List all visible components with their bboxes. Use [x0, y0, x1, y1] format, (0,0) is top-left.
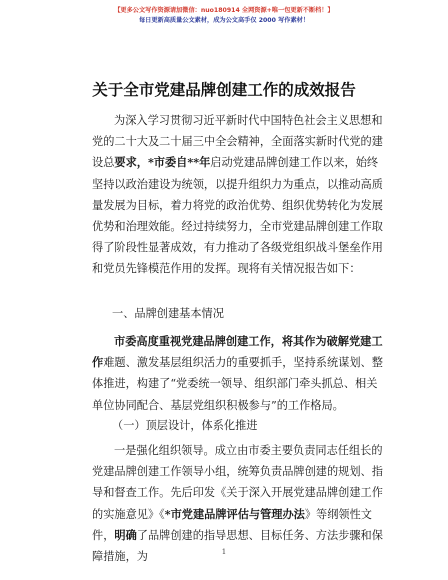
intro-rest-text: 启动党建品牌创建工作以来，始终坚持以政治建设为统领，以提升组织力为重点，以推动高质量发展为目标，着力将党的政治优势、组织优势转化为发展优势和治理效能。经过持续努力，全市党建品牌创建工作取得了阶段性显著成效，有力推动了各级党组织战斗堡垒作用和党员先锋模范作用的发挥。现将有关情况报告如下：	[92, 156, 383, 276]
overview-rest-text: 难题、激发基层组织活力的重要抓手，坚持系统谋划、整体推进，构建了“党委统一领导、组织部门牵头抓总、相关单位协同配合、基层党组织积极参与”的工作格局。	[92, 356, 383, 412]
intro-lead-text: 为深入学习贯彻习近平新时代中国特色社会主义思想和党的二十大及二十届三中全会精神，全面落实新时代党的建设总	[92, 114, 383, 170]
document-title: 关于全市党建品牌创建工作的成效报告	[92, 81, 356, 99]
overview-bold-text: 市委高度重视党建品牌创建工作，将其作为破解党建工作	[92, 334, 383, 370]
leadership-lead-text: 一是强化组织领导。成立由市委主要负责同志任组长的党建品牌创建工作领导小组，统筹负责品牌创建的规划、指导和督查工作。先后印发《关于深入开展党建品牌创建工作的实施意见》《	[92, 444, 383, 521]
leadership-bold-text: *市党建品牌评估与管理办法	[164, 506, 305, 521]
overview-paragraph	[92, 331, 388, 416]
section-heading-1: 一、品牌创建基本情况	[112, 307, 224, 320]
subsection-heading-1: （一）顶层设计，体系化推进	[112, 419, 258, 432]
leadership-mid-text: 》等纲领性文件，	[92, 507, 372, 542]
leadership-rest-text: 了品牌创建的指导思想、目标任务、方法步骤和保障措施，为	[92, 528, 383, 564]
promo-banner-line-1: 【更多公文写作资源请加微信：nuo180914 全网资源+唯一包更新不断档！】	[114, 7, 334, 14]
leadership-bold-text-2: 明确	[114, 527, 137, 542]
page-number: 1	[221, 548, 227, 556]
promo-banner-line-2: 每日更新高质量公文素材，成为公文高手仅 2000 写作素材！	[138, 17, 310, 24]
intro-bold-text: 要求，*市委自**年	[114, 155, 211, 170]
intro-paragraph	[92, 110, 388, 280]
